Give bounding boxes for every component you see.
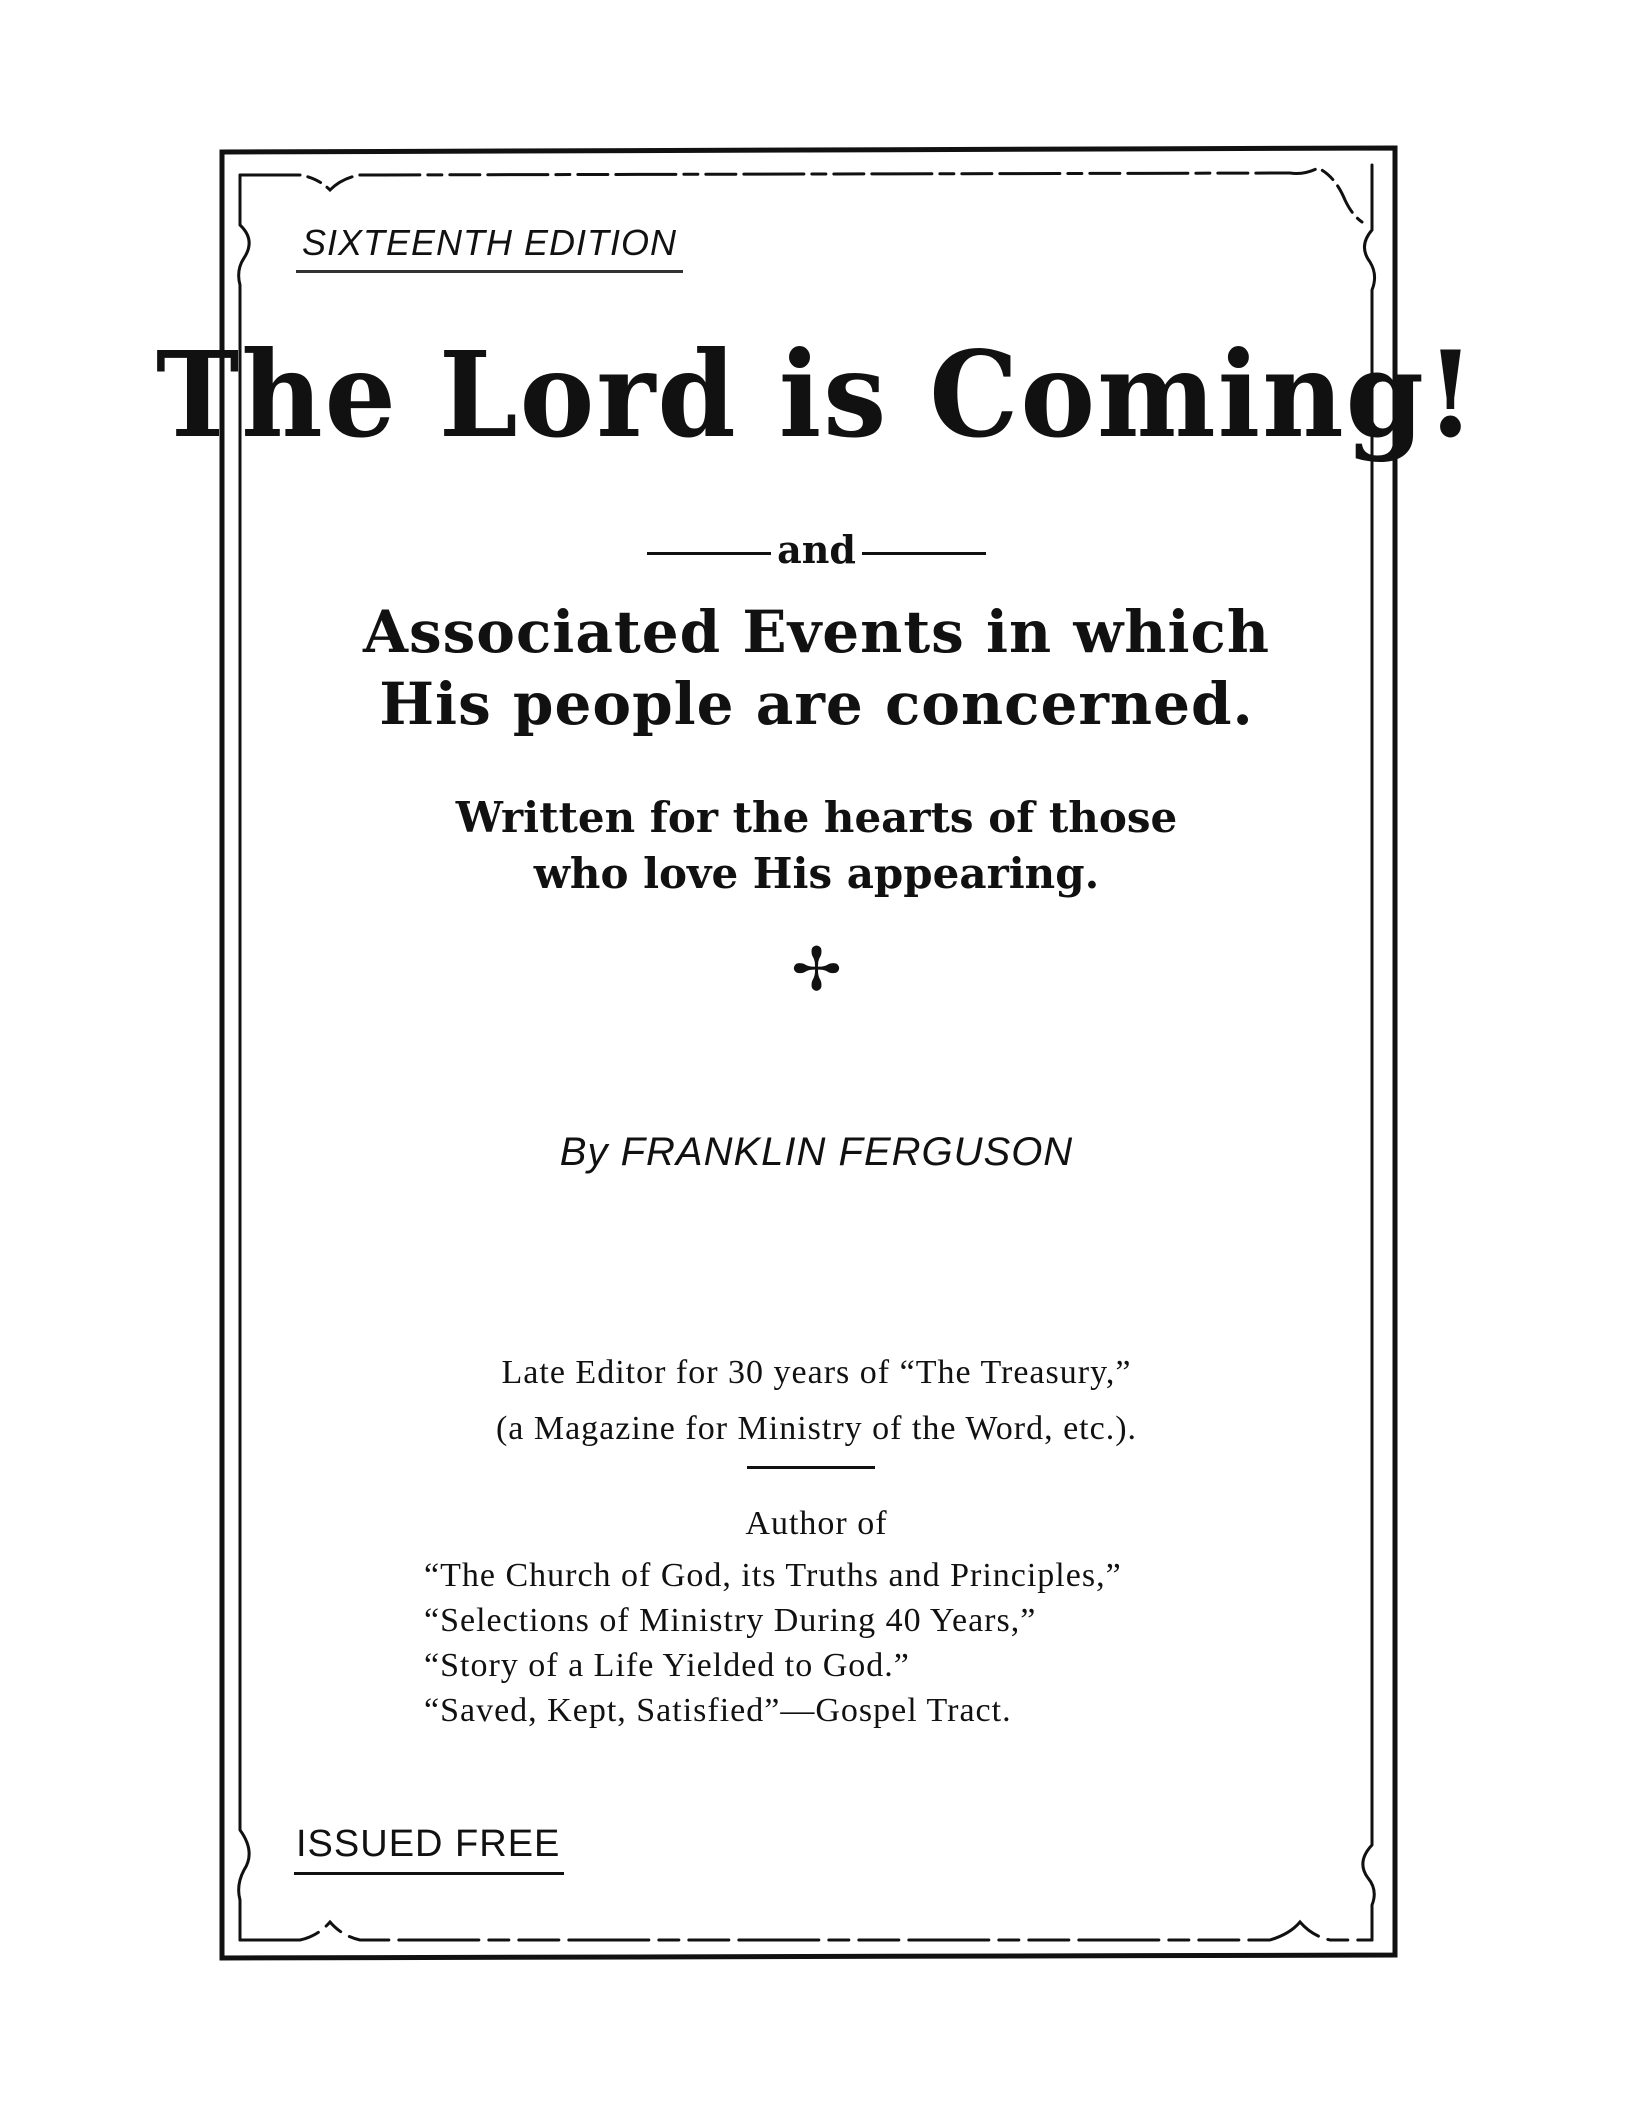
cross-ornament-icon: ✢ — [791, 935, 842, 1005]
subtitle-line-1: Associated Events in which — [363, 598, 1270, 666]
subtitle-line-2: His people are concerned. — [379, 670, 1254, 738]
edition-label: SIXTEENTH EDITION — [296, 222, 683, 273]
and-divider — [0, 527, 1633, 572]
author-byline: By FRANKLIN FERGUSON — [559, 1130, 1074, 1174]
and-word: and — [777, 527, 856, 572]
divider-rule-left — [647, 552, 771, 555]
credentials-line-2: (a Magazine for Ministry of the Word, etc.). — [495, 1410, 1138, 1447]
section-divider — [747, 1466, 875, 1469]
works-item: “The Church of God, its Truths and Principles,” — [424, 1557, 1122, 1594]
works-item: “Story of a Life Yielded to God.” — [424, 1647, 910, 1684]
tagline — [0, 790, 1633, 902]
works-list — [424, 1553, 1122, 1733]
works-item: “Selections of Ministry During 40 Years,” — [424, 1602, 1037, 1639]
tagline-line-1: Written for the hearts of those — [455, 793, 1178, 842]
author-credentials — [0, 1345, 1633, 1457]
divider-rule-right — [862, 552, 986, 555]
author-of-heading: Author of — [745, 1505, 888, 1542]
tagline-line-2: who love His appearing. — [533, 849, 1100, 898]
book-title: The Lord is Coming! — [155, 326, 1478, 465]
subtitle — [0, 596, 1633, 740]
credentials-line-1: Late Editor for 30 years of “The Treasury,” — [501, 1354, 1132, 1391]
works-item: “Saved, Kept, Satisfied”—Gospel Tract. — [424, 1692, 1012, 1729]
issued-free-label: ISSUED FREE — [294, 1823, 564, 1875]
